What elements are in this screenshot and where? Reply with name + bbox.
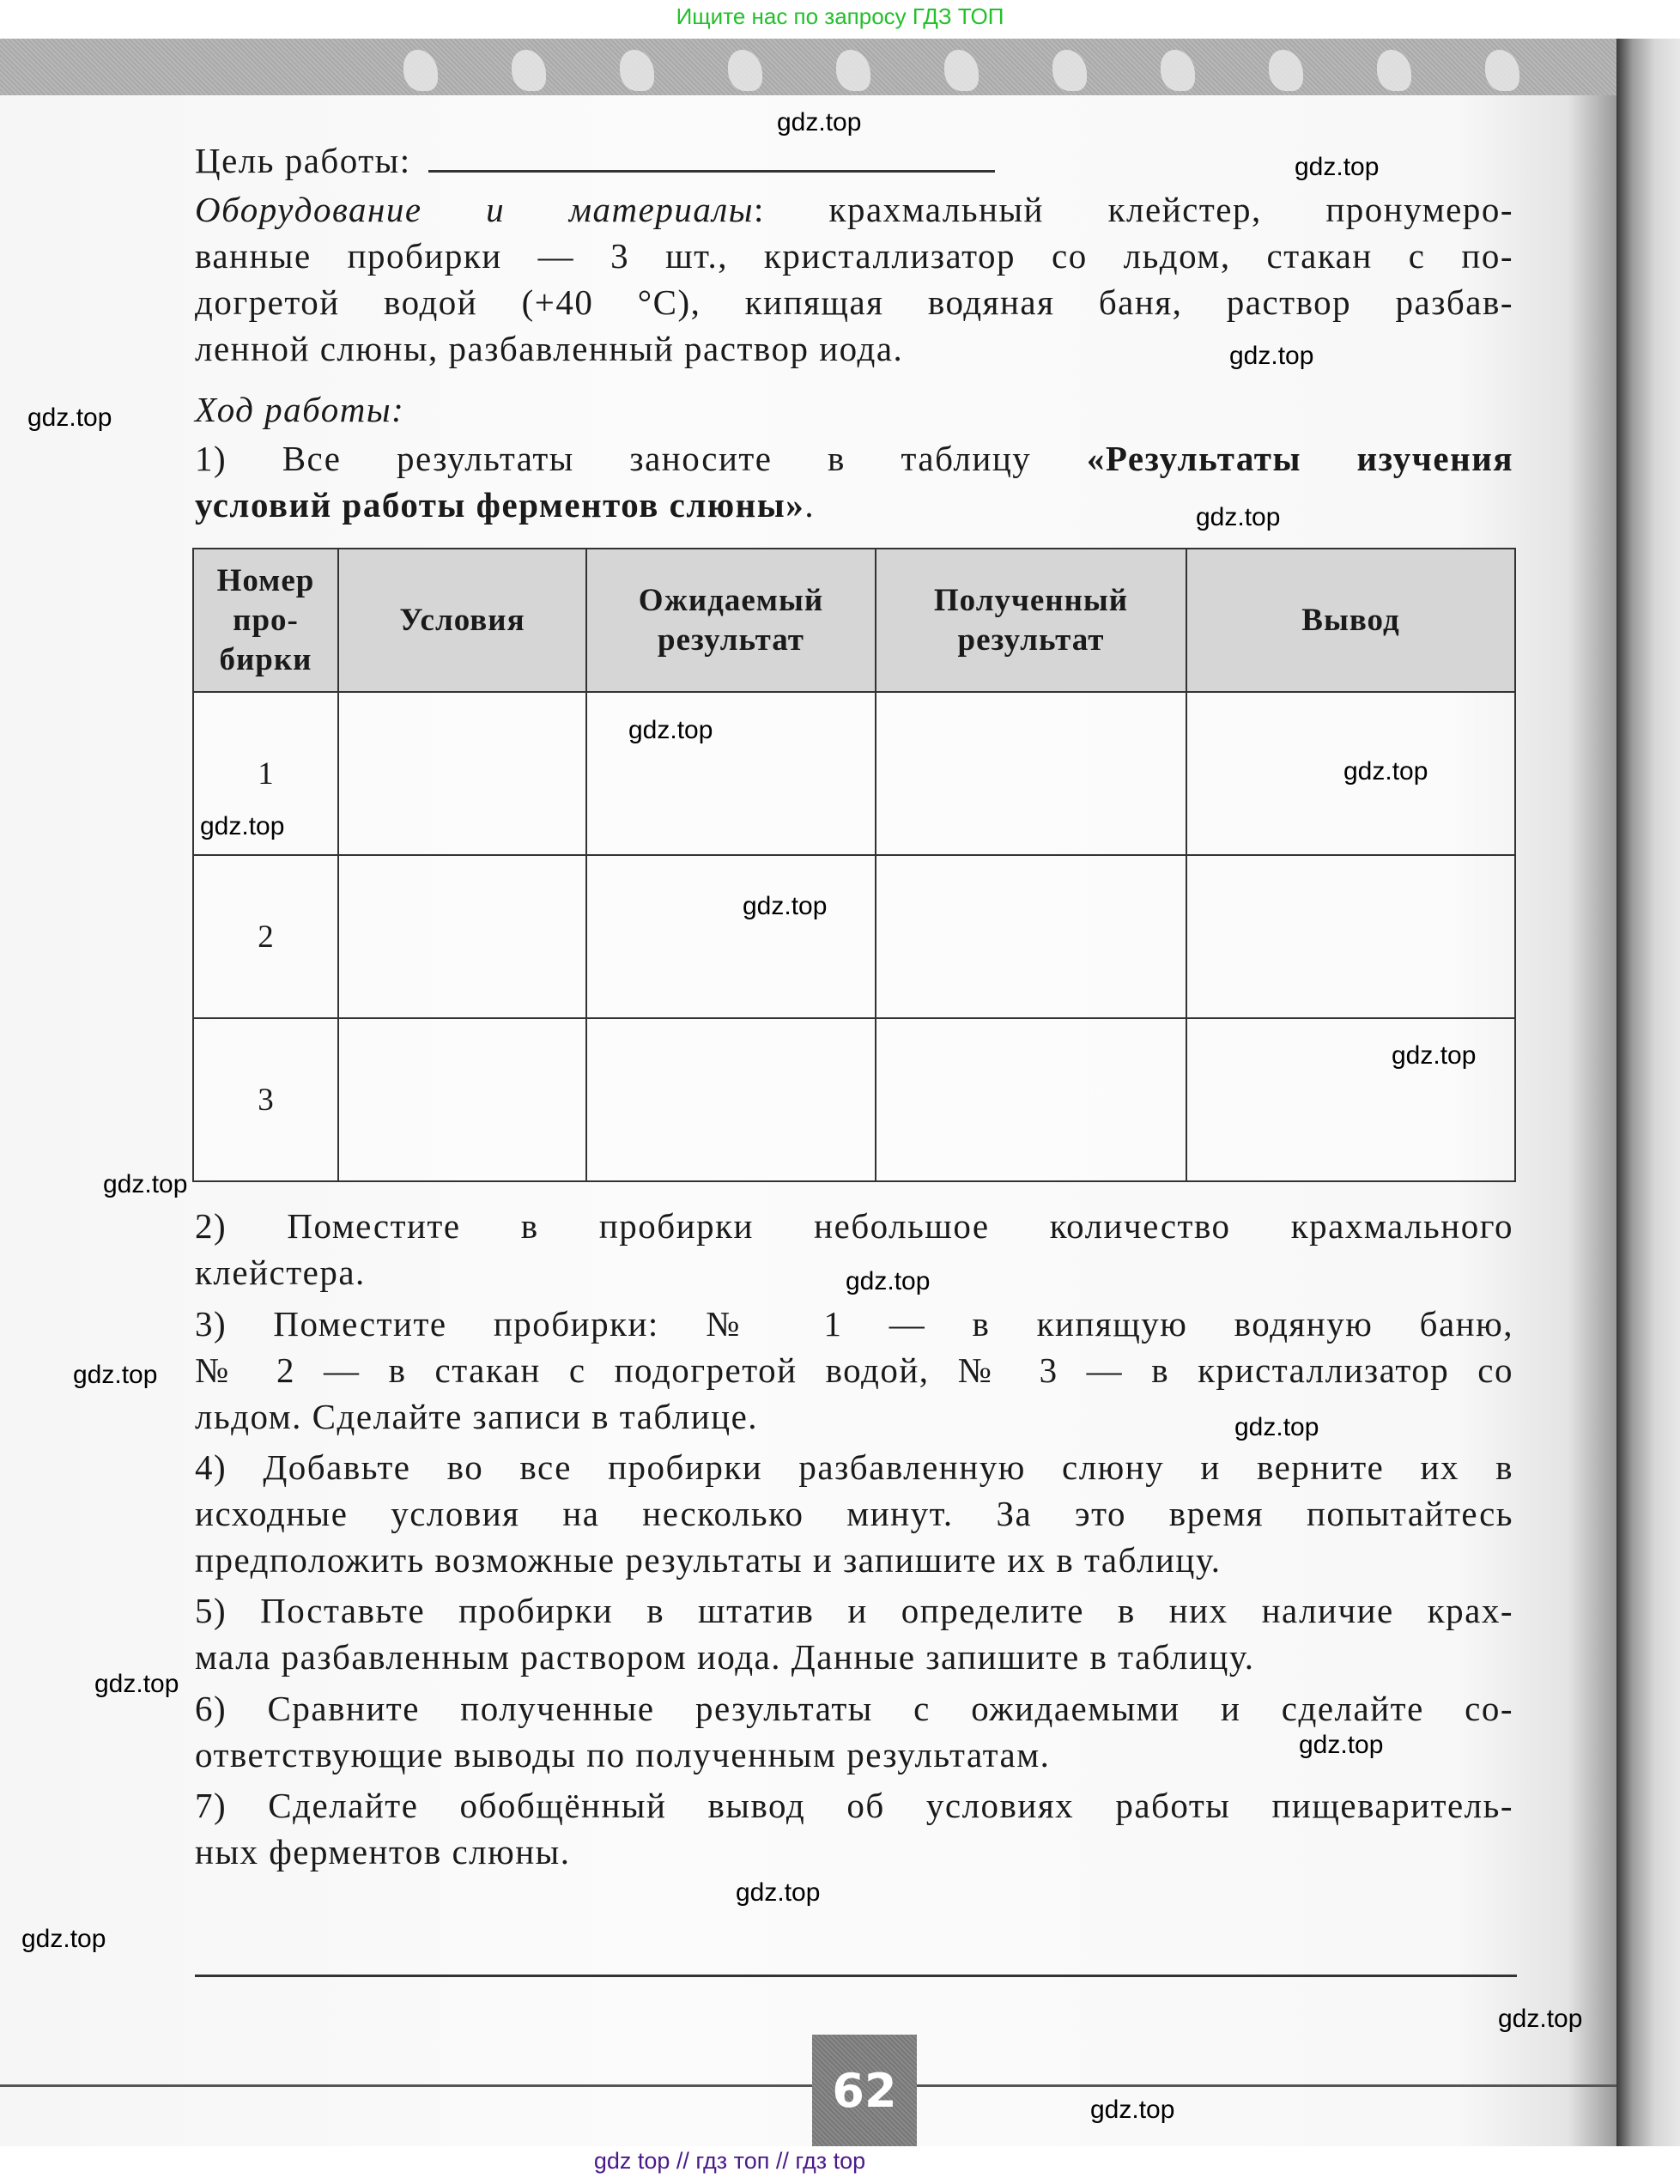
watermark: gdz.top	[103, 1170, 188, 1198]
tube-number: 3	[193, 1018, 338, 1181]
moose-icon	[836, 50, 870, 91]
equipment-line: догретой водой (+40 °С), кипящая водяная баня, раствор разбав-	[195, 282, 1513, 322]
watermark: gdz.top	[743, 892, 828, 920]
watermark: gdz.top	[777, 108, 862, 136]
dolphin-icon	[728, 50, 762, 91]
tube-number: 1	[193, 692, 338, 855]
step-1-suffix: .	[804, 485, 816, 525]
bird-icon	[620, 50, 654, 91]
watermark: gdz.top	[1090, 2096, 1175, 2124]
cell-conclusion[interactable]	[1186, 855, 1515, 1018]
tube-number: 2	[193, 855, 338, 1018]
table-header-row	[193, 549, 1515, 692]
cell-obtained[interactable]	[876, 692, 1186, 855]
step-line: предположить возможные результаты и запишите их в таблицу.	[195, 1540, 1222, 1580]
header-expected: Ожидаемый результат	[586, 549, 876, 692]
watermark: gdz.top	[1234, 1413, 1319, 1441]
step-line: мала разбавленным раствором иода. Данные запишите в таблицу.	[195, 1637, 1255, 1677]
watermark: gdz.top	[1229, 342, 1314, 370]
search-banner[interactable]: Ищите нас по запросу ГДЗ ТОП	[676, 3, 1004, 29]
watermark: gdz.top	[846, 1267, 931, 1295]
table-title-part: условий работы ферментов слюны»	[195, 485, 805, 525]
watermark: gdz.top	[200, 812, 285, 840]
butterfly-icon	[1485, 50, 1519, 91]
bison-icon	[1161, 50, 1195, 91]
step-line: ных ферментов слюны.	[195, 1832, 571, 1872]
header-conclusion: Вывод	[1186, 549, 1515, 692]
step-line: 3) Поместите пробирки: № 1 — в кипящую водяную баню,	[195, 1304, 1513, 1344]
cell-conditions[interactable]	[338, 1018, 586, 1181]
equipment-line	[195, 186, 1513, 233]
table-row	[193, 692, 1515, 855]
step-line: ответствующие выводы по полученным результатам.	[195, 1735, 1051, 1774]
equipment-text: : крахмальный клейстер, пронумеро-	[753, 190, 1513, 229]
header-obtained: Полученный результат	[876, 549, 1186, 692]
step-line: 2) Поместите в пробирки небольшое количество крахмального	[195, 1206, 1513, 1246]
watermark: gdz.top	[94, 1670, 179, 1698]
watermark: gdz.top	[1498, 2005, 1583, 2033]
goal-label: Цель работы:	[195, 141, 411, 180]
page-curl	[1616, 39, 1680, 2146]
results-table	[192, 548, 1516, 1182]
table-title-part: «Результаты изучения	[1086, 439, 1513, 478]
watermark: gdz.top	[736, 1878, 821, 1907]
watermark: gdz.top	[1295, 153, 1380, 181]
step-line: 4) Добавьте во все пробирки разбавленную слюну и верните их в	[195, 1447, 1513, 1487]
step-1-line	[195, 482, 1513, 528]
watermark: gdz.top	[1299, 1731, 1384, 1759]
cell-obtained[interactable]	[876, 855, 1186, 1018]
step-line: № 2 — в стакан с подогретой водой, № 3 — в кристаллизатор со	[195, 1350, 1513, 1390]
antelope-icon	[1377, 50, 1411, 91]
seahorse-icon	[944, 50, 979, 91]
step-line: исходные условия на несколько минут. За это время попытайтесь	[195, 1494, 1513, 1533]
cell-conditions[interactable]	[338, 855, 586, 1018]
header-tube-number: Номер про- бирки	[193, 549, 338, 692]
goal-blank[interactable]	[428, 144, 995, 173]
watermark: gdz.top	[21, 1925, 106, 1953]
watermark: gdz.top	[73, 1361, 158, 1389]
footer-rule	[0, 2084, 1616, 2087]
page-number: 62	[812, 2035, 917, 2146]
equipment-label: Оборудование и материалы	[195, 190, 754, 229]
cell-expected[interactable]	[586, 855, 876, 1018]
step-line: льдом. Сделайте записи в таблице.	[195, 1397, 759, 1436]
horse-icon	[512, 50, 546, 91]
scorpion-icon	[403, 50, 438, 91]
ostrich-icon	[1269, 50, 1303, 91]
cell-expected[interactable]	[586, 1018, 876, 1181]
step-1-text: 1) Все результаты заносите в таблицу	[195, 439, 1087, 478]
answer-line[interactable]	[195, 1975, 1517, 1977]
equipment-line: ленной слюны, разбавленный раствор иода.	[195, 329, 904, 368]
watermark: gdz.top	[1343, 757, 1428, 786]
step-line: 7) Сделайте обобщённый вывод об условиях работы пищеваритель-	[195, 1786, 1513, 1825]
equipment-line: ванные пробирки — 3 шт., кристаллизатор со льдом, стакан с по-	[195, 236, 1513, 276]
watermark: gdz.top	[1392, 1041, 1477, 1070]
watermark: gdz.top	[628, 716, 713, 744]
step-line: 6) Сравните полученные результаты с ожидаемыми и сделайте со-	[195, 1689, 1513, 1728]
cell-obtained[interactable]	[876, 1018, 1186, 1181]
animal-silhouettes	[403, 43, 1519, 91]
step-line: клейстера.	[195, 1253, 366, 1292]
footer-links[interactable]: gdz top // гдз топ // гдз top	[593, 2148, 866, 2174]
watermark: gdz.top	[27, 403, 112, 432]
step-line: 5) Поставьте пробирки в штатив и определите в них наличие крах-	[195, 1591, 1513, 1630]
table-row	[193, 855, 1515, 1018]
header-conditions: Условия	[338, 549, 586, 692]
table-row	[193, 1018, 1515, 1181]
insect-icon	[1052, 50, 1087, 91]
step-1-line	[195, 435, 1513, 482]
procedure-label: Ход работы:	[195, 390, 405, 429]
cell-conditions[interactable]	[338, 692, 586, 855]
watermark: gdz.top	[1196, 503, 1281, 531]
